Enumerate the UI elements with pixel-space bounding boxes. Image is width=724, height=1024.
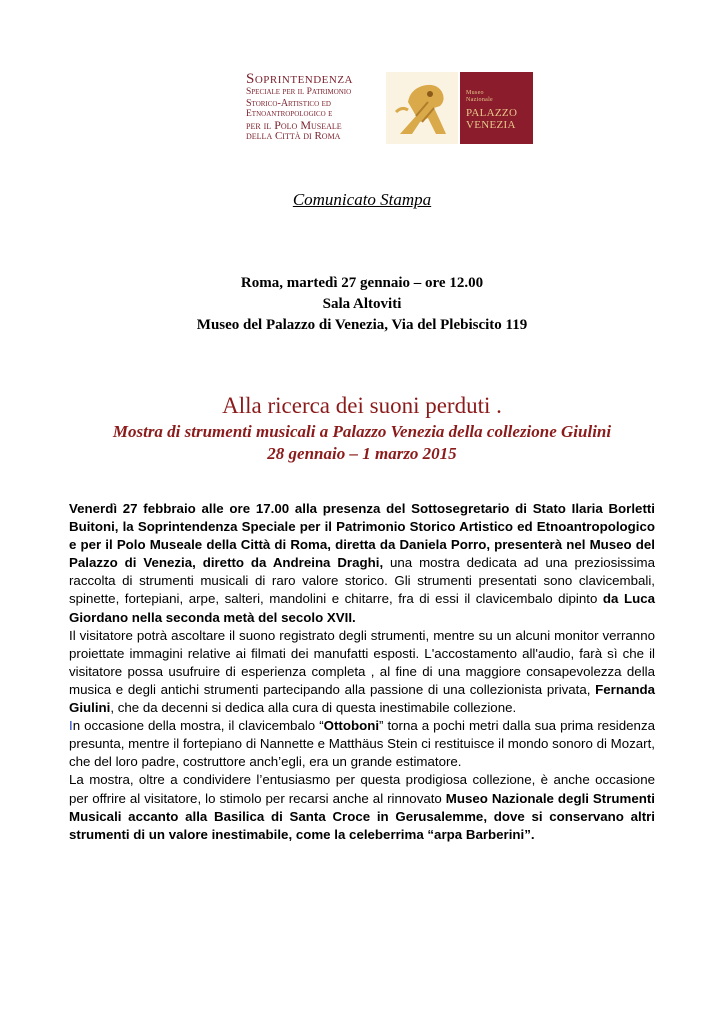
logo-line: per il Polo Museale [246, 118, 342, 132]
body-span: La mostra, oltre a condividere l’entusiasmo per questa prodigiosa collezione, è anche occasione per offrire al visitatore, lo stimolo per recarsi anche al rinnovato [69, 772, 655, 806]
badge-line: Museo [466, 90, 484, 96]
body-bold-span: Museo Nazionale degli Strumenti Musicali accanto alla Basilica di Santa Croce in Gerusalemme, dove si conservano altri strumenti di un valore inestimabile, come la celeberrima “arpa Barberini”. [69, 790, 655, 842]
body-paragraph [69, 771, 655, 843]
lion-emblem-icon [386, 72, 458, 144]
body-span: n occasione della mostra, il clavicembalo “ [72, 718, 324, 734]
exhibition-subtitle: Mostra di strumenti musicali a Palazzo Venezia della collezione Giulini [112, 422, 612, 441]
logo-line: Etnoantropologico e [246, 108, 333, 119]
badge-line: Nazionale [466, 96, 494, 103]
museum-badge-small-text [466, 90, 493, 103]
body-bold-span: Venerdì 27 febbraio alle ore 17.00 alla presenza del Sottosegretario di Stato Ilaria Borletti Buitoni, la Soprintendenza Speciale per il Patrimonio Storico Artistico ed Etnoantropologico e per il Polo Museale della Città di Roma, diretta da Daniela Porro, presenterà nel Museo del Palazzo di Venezia, diretto da Andreina Draghi, [69, 501, 655, 571]
body-bold-span: Fernanda Giulini [69, 681, 655, 716]
event-address-line: Museo del Palazzo di Venezia, Via del Plebiscito 119 [196, 317, 528, 333]
press-release-body [69, 500, 655, 844]
exhibition-dates: 28 gennaio – 1 marzo 2015 [267, 444, 457, 463]
institution-logo [246, 72, 533, 144]
logo-line: della Città di Roma [246, 130, 341, 142]
body-span: Il visitatore potrà ascoltare il suono registrato degli strumenti, mentre su un alcuni monitor verranno proiettate immagini relative ai filmati dei manufatti esposti. L'accostamento all'audio, farà sì che il visitatore possa usufruire di esperienza completa , al fine di una maggiore consapevolezza della musica e degli antichi strumenti partecipando alla passione di una collezionista privata, [69, 627, 655, 697]
museum-badge-large-text [466, 108, 517, 131]
museum-palazzo-venezia-badge [460, 72, 533, 144]
body-paragraph [69, 500, 655, 627]
exhibition-subtitle-block [0, 421, 724, 465]
event-details [0, 273, 724, 336]
body-bold-span: Ottoboni [323, 718, 380, 734]
press-release-label: Comunicato Stampa [292, 190, 432, 209]
event-date-line: Roma, martedì 27 gennaio – ore 12.00 [240, 275, 484, 291]
body-span: , che da decenni si dedica alla cura di questa inestimabile collezione. [110, 700, 517, 716]
body-paragraph [69, 717, 655, 771]
body-initial-letter: I [69, 718, 73, 734]
logo-line: Speciale per il Patrimonio [246, 87, 352, 97]
badge-line: PALAZZO [466, 107, 518, 119]
exhibition-title: Alla ricerca dei suoni perduti . [222, 393, 502, 418]
soprintendenza-wordmark [246, 72, 386, 142]
logo-line: Storico-Artistico ed [246, 97, 331, 109]
body-span: una mostra dedicata ad una preziosissima raccolta di strumenti musicali di raro valore storico. Gli strumenti presentati sono clavicembali, spinette, fortepiani, arpe, salteri, mandolini e chitarre, fra di essi il clavicembalo dipinto [69, 555, 655, 607]
event-venue-line: Sala Altoviti [322, 296, 402, 312]
body-span: ” torna a pochi metri dalla sua prima residenza presunta, mentre il fortepiano di Nannette e Matthäus Stein ci restituisce il mondo sonoro di Mozart, che del loro padre, costruttore anch’egli, era un grande estimatore. [69, 718, 655, 770]
body-paragraph [69, 627, 655, 717]
badge-line: VENEZIA [466, 118, 516, 131]
logo-line: Soprintendenza [246, 71, 353, 87]
body-bold-span: da Luca Giordano nella seconda metà del secolo XVII. [69, 591, 655, 625]
